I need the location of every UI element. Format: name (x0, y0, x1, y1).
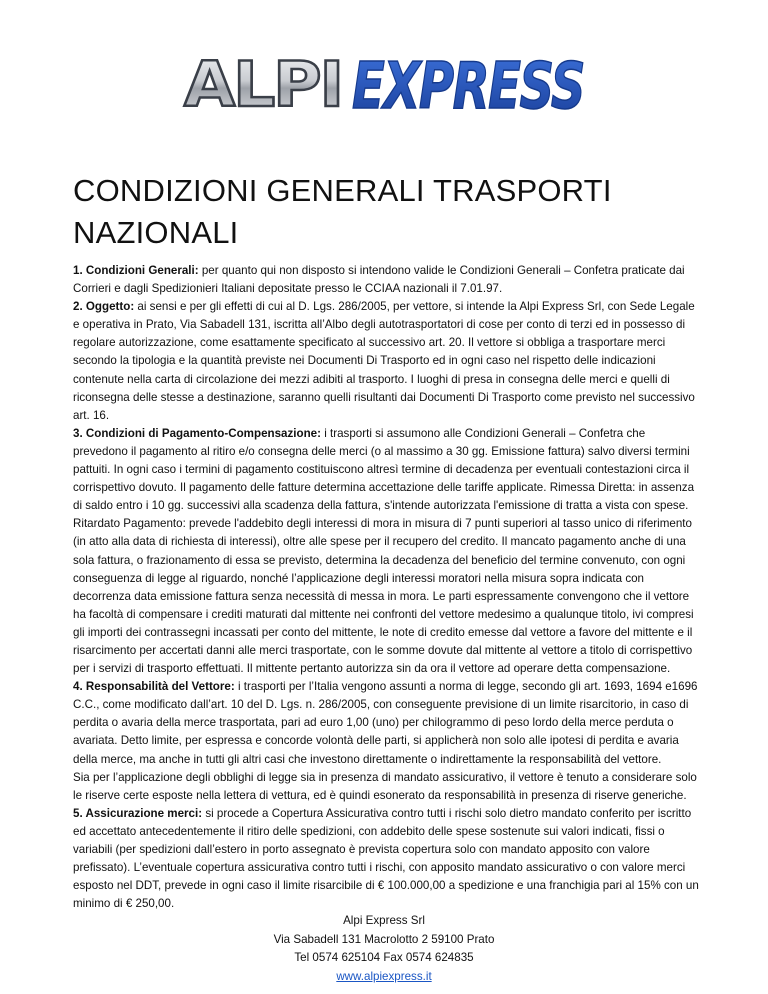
section-text: per quanto qui non disposto si intendono valide le Condizioni Generali – Confetra praticate dai Corrieri e dagli Spedizionieri Italiani depositate presso le CCIAA nazionali il 7.01.97. (73, 264, 685, 296)
alpi-express-logo (180, 44, 590, 124)
website-link[interactable]: www.alpiexpress.it (336, 969, 432, 983)
document-title: CONDIZIONI GENERALI TRASPORTI NAZIONALI (73, 173, 612, 250)
conditions-body (73, 262, 703, 913)
svg-text:EXPRESS: EXPRESS (352, 50, 584, 124)
section-heading: 4. Responsabilità del Vettore: (73, 680, 235, 694)
section-heading: 1. Condizioni Generali: (73, 264, 199, 277)
section-paragraph (73, 678, 703, 768)
section-paragraph (73, 515, 703, 678)
section-paragraph (73, 425, 703, 515)
section-heading: 5. Assicurazione merci: (73, 806, 203, 820)
section-paragraph (73, 298, 703, 425)
footer-company: Alpi Express Srl (343, 914, 425, 927)
footer (0, 912, 768, 986)
section-heading: 3. Condizioni di Pagamento-Compensazione: (73, 426, 321, 440)
svg-text:ALPI: ALPI (184, 48, 342, 121)
section-paragraph (73, 769, 703, 805)
footer-address: Via Sabadell 131 Macrolotto 2 59100 Prato (273, 932, 495, 946)
section-heading: 2. Oggetto: (73, 300, 135, 314)
section-text: Sia per l’applicazione degli obblighi di legge sia in presenza di mandato assicurativo, il vettore è tenuto a considerare solo le riserve certe esposte nella lettera di vettura, ed è quindi esonerato da responsabilità in presenza di riserve generiche. (73, 770, 697, 802)
footer-phone: Tel 0574 625104 Fax 0574 624835 (294, 951, 474, 964)
section-text: Ritardato Pagamento: prevede l'addebito degli interessi di mora in misura di 7 punti superiori al tasso unico di riferimento (in atto alla data di richiesta di interessi), oltre alle spese per il recupero del credito. Il mancato pagamento anche di una sola fattura, o frazionamento di essa se previsto, determina la decadenza del beneficio del termine convenuto, con ogni conseguenza di legge al riguardo, nonché l’applicazione degli interessi moratori nella misura sopra indicata con decorrenza data emissione fattura senza necessità di messa in mora. Le parti espressamente convengono che il vettore ha facoltà di compensare i crediti maturati dal mittente nei confronti del vettore medesimo a qualunque titolo, ivi compresi gli importi dei contrassegni incassati per conto del mittente, le note di credito emesse dal vettore a favore del mittente e il risarcimento per accertati danni alle merci trasportate, con le somme dovute dal mittente al vettore a titolo di corrispettivo per i servizi di trasporto effettuati. Il mittente pertanto autorizza sin da ora il vettore ad operare detta compensazione. (73, 517, 694, 676)
section-text: i trasporti per l’Italia vengono assunti a norma di legge, secondo gli art. 1693, 1694 e1696 C.C., come modificato dall’art. 10 del D. Lgs. n. 286/2005, con conseguente previsione di un limite risarcitorio, in caso di perdita o avaria della merce trasportata, pari ad euro 1,00 (uno) per chilogrammo di peso lordo della merce perduta o avariata. Detto limite, per espressa e concorde volontà delle parti, si applicherà non solo alle ipotesi di perdita e avaria della merce, ma anche in tutti gli altri casi che investono direttamente o indirettamente la responsabilità del vettore. (73, 680, 698, 766)
section-text: i trasporti si assumono alle Condizioni Generali – Confetra che prevedono il pagamento al ritiro e/o consegna delle merci (o al massimo a 30 gg. Emissione fattura) salvo diversi termini pattuiti. In ogni caso i termini di pagamento costituiscono altresì termine di decadenza per eventuali contestazioni circa il corrispettivo dovuto. Il pagamento delle fatture determina accettazione delle tariffe applicate. Rimessa Diretta: in assenza di saldo entro i 10 gg. successivi alla scadenza della fattura, s'intende autorizzata l'emissione di tratta a vista con spese. (73, 426, 695, 513)
section-paragraph (73, 805, 703, 914)
section-paragraph (73, 262, 703, 298)
section-text: ai sensi e per gli effetti di cui al D. Lgs. 286/2005, per vettore, si intende la Alpi Express Srl, con Sede Legale e operativa in Prato, Via Sabadell 131, iscritta all’Albo degli autotrasportatori di cose per conto di terzi ed in possesso di regolare autorizzazione, come esattamente specificato al successivo art. 20. Il vettore si obbliga a trasportare merci secondo la tipologia e la quantità previste nei Documenti Di Trasporto ed in ogni caso nel rispetto delle indicazioni contenute nella carta di circolazione dei mezzi adibiti al trasporto. I luoghi di presa in consegna delle merci e quelli di riconsegna delle stesse a destinazione, saranno quelli risultanti dai Documenti Di Trasporto come previsto nel successivo art. 16. (73, 300, 695, 422)
section-text: si procede a Copertura Assicurativa contro tutti i rischi solo dietro mandato conferito per iscritto ed accettato antecedentemente il ritiro delle spedizioni, con addebito delle spese sostenute sui valori indicati, fissi o variabili (per spedizioni dall’estero in porto assegnato è prevista copertura solo con mandato apposito con valore prefissato). L’eventuale copertura assicurativa contro tutti i rischi, con apposito mandato assicurativo o con valore merci esposto nel DDT, prevede in ogni caso il limite risarcibile di € 100.000,00 a spedizione e una franchigia pari al 15% con un minimo di € 250,00. (73, 806, 699, 911)
